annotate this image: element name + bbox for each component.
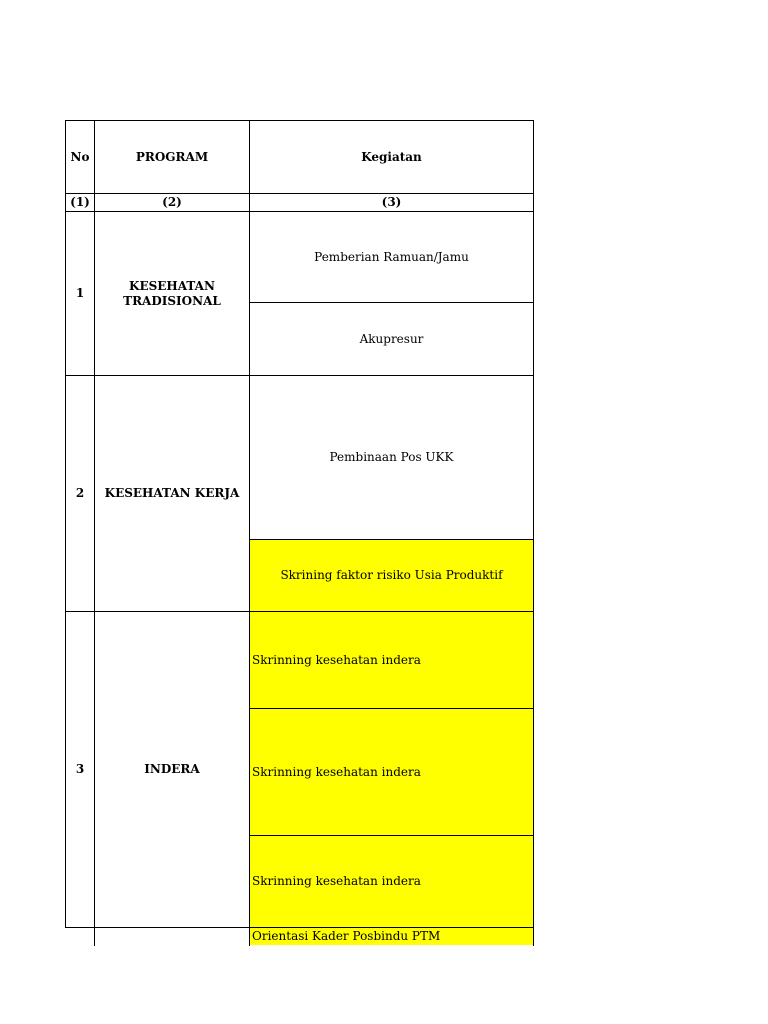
colnum-program: (2) bbox=[162, 195, 182, 209]
row2-kegiatan-2: Skrining faktor risiko Usia Produktif bbox=[280, 568, 503, 582]
row2-program: KESEHATAN KERJA bbox=[104, 486, 240, 500]
header-program: PROGRAM bbox=[135, 149, 209, 164]
row3-kegiatan-1: Skrinning kesehatan indera bbox=[252, 652, 421, 667]
row2-no: 2 bbox=[75, 486, 85, 500]
row3-kegiatan-3: Skrinning kesehatan indera bbox=[252, 874, 421, 888]
colnum-kegiatan: (3) bbox=[381, 195, 402, 209]
row1-no: 1 bbox=[75, 286, 85, 300]
table-border-right bbox=[533, 120, 534, 946]
colnum-no: (1) bbox=[70, 195, 90, 209]
row1-kegiatan-1: Pemberian Ramuan/Jamu bbox=[314, 249, 469, 264]
row3-kegiatan-2: Skrinning kesehatan indera bbox=[252, 764, 421, 779]
row1-kegiatan-2: Akupresur bbox=[359, 331, 424, 346]
row3-no: 3 bbox=[75, 762, 85, 776]
header-no: No bbox=[70, 149, 90, 164]
header-kegiatan: Kegiatan bbox=[361, 149, 422, 164]
row1-program: KESEHATAN TRADISIONAL bbox=[123, 278, 221, 308]
row3-program: INDERA bbox=[144, 762, 200, 776]
row2-kegiatan-1: Pembinaan Pos UKK bbox=[329, 450, 454, 464]
row4-kegiatan-1: Orientasi Kader Posbindu PTM bbox=[252, 929, 441, 943]
